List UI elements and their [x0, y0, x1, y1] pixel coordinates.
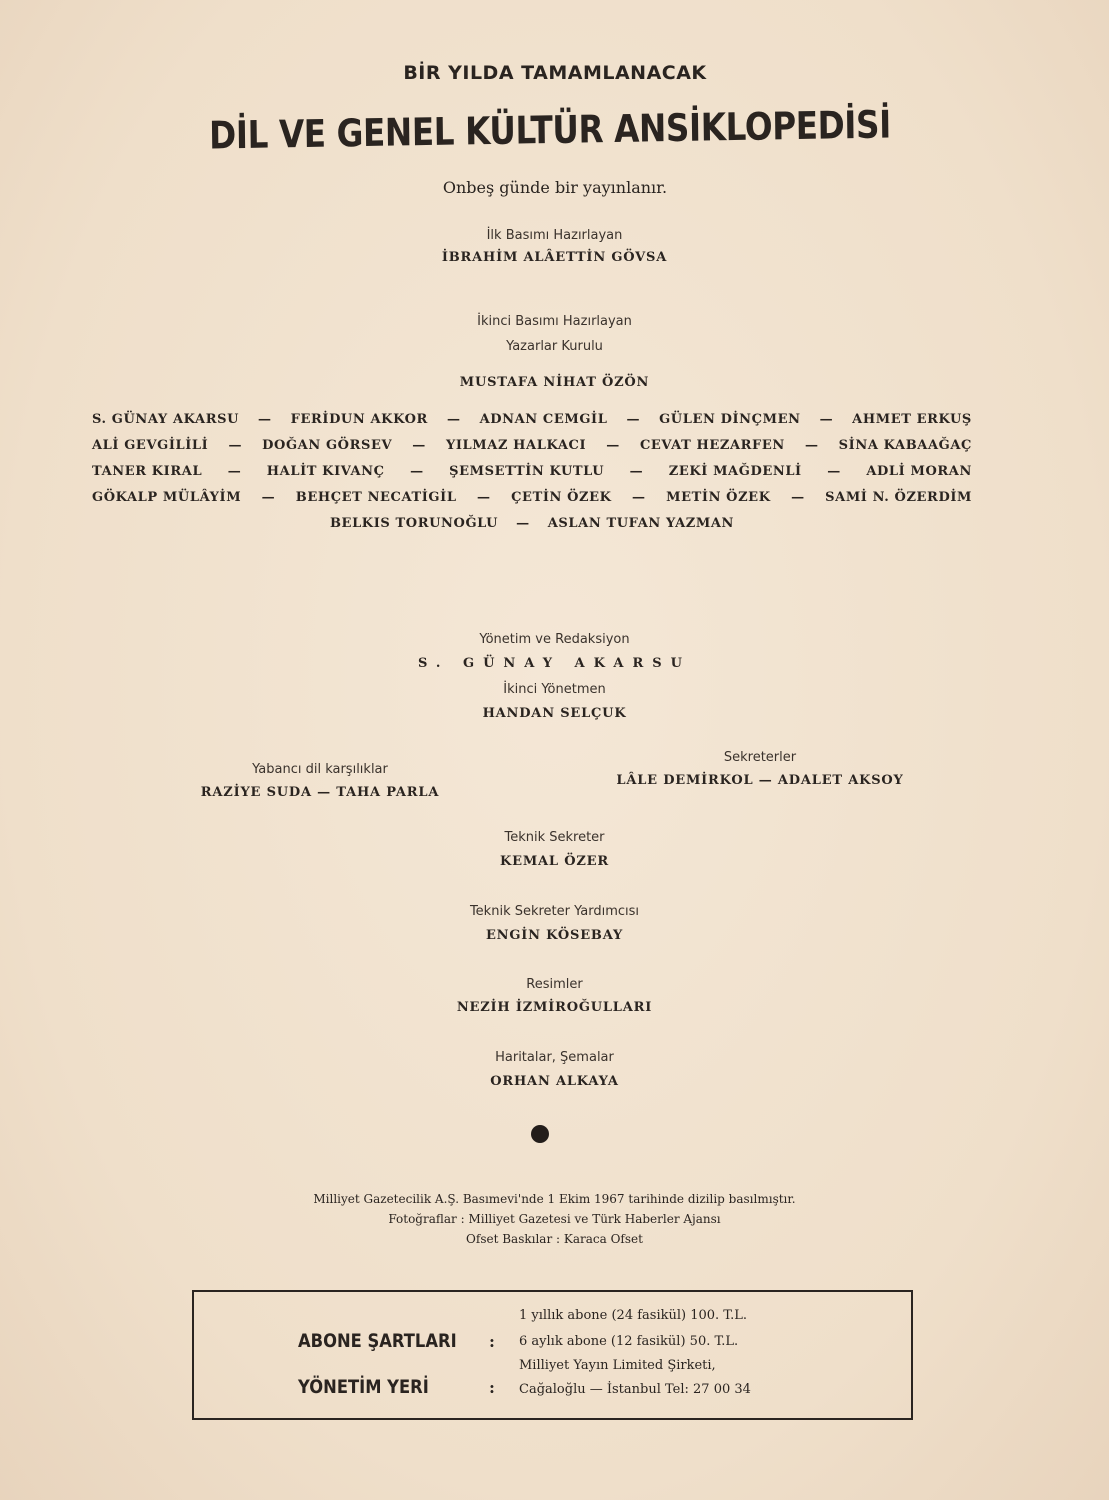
- first-edition-label: İlk Basımı Hazırlayan: [486, 228, 623, 243]
- writer-name: GÖKALP MÜLÂYİM: [92, 490, 242, 505]
- writer-name: ZEKİ MAĞDENLİ: [668, 464, 802, 479]
- separator: —: [791, 490, 805, 505]
- separator: —: [827, 464, 841, 479]
- separator: —: [626, 412, 641, 427]
- writer-name: SAMİ N. ÖZERDİM: [825, 490, 972, 505]
- separator: —: [606, 438, 620, 453]
- second-director-label: İkinci Yönetmen: [503, 682, 606, 697]
- maps-name: ORHAN ALKAYA: [490, 1074, 619, 1089]
- foreign-equivalents: [180, 762, 460, 800]
- office-label: YÖNETİM YERİ: [298, 1376, 429, 1398]
- colon: :: [489, 1378, 495, 1397]
- writer-name: S. GÜNAY AKARSU: [92, 412, 240, 427]
- footer-print-note: Milliyet Gazetecilik A.Ş. Basımevi'nde 1 Ekim 1967 tarihinde dizilip basılmıştır.: [313, 1192, 796, 1206]
- second-director-name: HANDAN SELÇUK: [482, 706, 627, 721]
- writers-row: [92, 464, 972, 479]
- writers-board-lead: MUSTAFA NİHAT ÖZÖN: [459, 375, 650, 390]
- tech-assistant-name: ENGİN KÖSEBAY: [485, 928, 624, 943]
- writer-name: BELKIS TORUNOĞLU: [329, 516, 499, 531]
- secretaries-names: LÂLE DEMİRKOL — ADALET AKSOY: [616, 773, 904, 788]
- writer-name: AHMET ERKUŞ: [852, 412, 972, 427]
- management-label: Yönetim ve Redaksiyon: [479, 632, 630, 647]
- second-edition-label: İkinci Basımı Hazırlayan: [477, 314, 632, 329]
- subscription-half-year: 6 aylık abone (12 fasikül) 50. T.L.: [519, 1334, 739, 1349]
- writers-board-label: Yazarlar Kurulu: [506, 339, 603, 354]
- foreign-equivalents-label: Yabancı dil karşılıklar: [252, 762, 388, 777]
- writer-name: ADNAN CEMGİL: [479, 412, 608, 427]
- separator: —: [258, 412, 272, 427]
- office-company: Milliyet Yayın Limited Şirketi,: [519, 1358, 716, 1373]
- writer-name: ÇETİN ÖZEK: [511, 490, 612, 505]
- pictures-name: NEZİH İZMİROĞULLARI: [456, 1000, 653, 1015]
- separator: —: [446, 412, 461, 427]
- writer-name: ADLİ MORAN: [866, 464, 972, 479]
- writers-row: [92, 490, 972, 505]
- writer-name: ASLAN TUFAN YAZMAN: [547, 516, 735, 531]
- writer-name: TANER KIRAL: [92, 464, 203, 479]
- separator: —: [412, 438, 426, 453]
- foreign-equivalents-names: RAZİYE SUDA — TAHA PARLA: [200, 785, 440, 800]
- tech-secretary-name: KEMAL ÖZER: [500, 854, 609, 869]
- page-title: DİL VE GENEL KÜLTÜR ANSİKLOPEDİSİ: [208, 102, 892, 158]
- separator: —: [819, 412, 834, 427]
- management-name: S. GÜNAY AKARSU: [417, 656, 692, 671]
- separator: —: [261, 490, 276, 505]
- writers-row: [92, 516, 972, 531]
- subscription-yearly: 1 yıllık abone (24 fasikül) 100. T.L.: [519, 1308, 747, 1323]
- footer-photos: Fotoğraflar : Milliyet Gazetesi ve Türk Haberler Ajansı: [388, 1212, 721, 1226]
- bullet-dot: [531, 1125, 549, 1143]
- separator: —: [410, 464, 424, 479]
- separator: —: [227, 464, 242, 479]
- colon: :: [489, 1332, 495, 1351]
- secretaries: [590, 750, 930, 788]
- maps-label: Haritalar, Şemalar: [495, 1050, 614, 1065]
- writer-name: SİNA KABAAĞAÇ: [838, 438, 972, 453]
- writer-name: DOĞAN GÖRSEV: [262, 438, 393, 453]
- kicker: BİR YILDA TAMAMLANACAK: [403, 62, 707, 84]
- writer-name: ALİ GEVGİLİLİ: [92, 438, 209, 453]
- writers-row: [92, 438, 972, 453]
- separator: —: [804, 438, 819, 453]
- subscription-box: [192, 1290, 913, 1420]
- separator: —: [629, 464, 644, 479]
- footer-offset: Ofset Baskılar : Karaca Ofset: [466, 1232, 643, 1246]
- writer-name: CEVAT HEZARFEN: [639, 438, 785, 453]
- writer-name: FERİDUN AKKOR: [290, 412, 428, 427]
- writer-name: BEHÇET NECATİGİL: [295, 490, 457, 505]
- separator: —: [228, 438, 243, 453]
- tech-secretary-label: Teknik Sekreter: [504, 830, 605, 845]
- separator: —: [632, 490, 646, 505]
- tech-assistant-label: Teknik Sekreter Yardımcısı: [469, 904, 640, 919]
- pictures-label: Resimler: [526, 977, 583, 992]
- secretaries-label: Sekreterler: [723, 750, 797, 765]
- subscription-label: ABONE ŞARTLARI: [298, 1330, 457, 1352]
- subtitle: Onbeş günde bir yayınlanır.: [442, 178, 668, 197]
- writer-name: ŞEMSETTİN KUTLU: [449, 464, 605, 479]
- writer-name: YILMAZ HALKACI: [445, 438, 587, 453]
- writer-name: GÜLEN DİNÇMEN: [659, 412, 801, 427]
- separator: —: [516, 516, 530, 531]
- office-address: Cağaloğlu — İstanbul Tel: 27 00 34: [519, 1382, 751, 1397]
- writers-row: [92, 412, 972, 427]
- writer-name: HALİT KIVANÇ: [266, 464, 385, 479]
- writer-name: METİN ÖZEK: [666, 490, 771, 505]
- separator: —: [477, 490, 491, 505]
- first-edition-name: İBRAHİM ALÂETTİN GÖVSA: [441, 250, 668, 265]
